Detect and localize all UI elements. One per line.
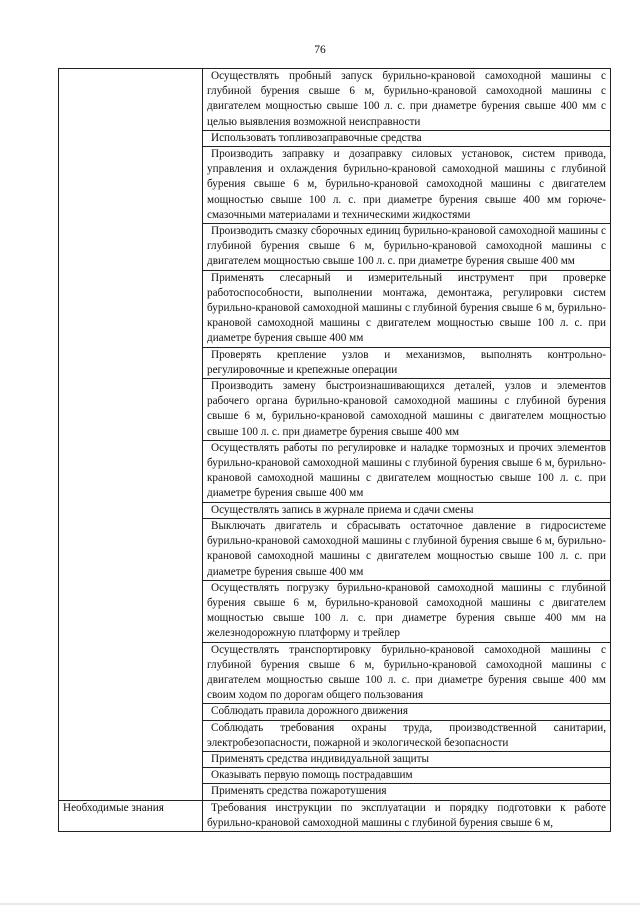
row-text: Требования инструкции по эксплуатации и порядку подготовки к работе бурильно-крановой самоходной машины с глубиной бурения свыше 6 м, [203, 800, 611, 831]
row-text: Применять слесарный и измерительный инструмент при проверке работоспособности, выполнении монтажа, демонтажа, регулировки систем бурильно-крановой самоходной машины с глубиной бурения свыше 6 м, бурильно-крановой самоходной машины с двигателем мощностью свыше 100 л. с. при диаметре бурения свыше 400 мм [203, 270, 611, 347]
row-text: Проверять крепление узлов и механизмов, выполнять контрольно-регулировочные и крепежные операции [203, 347, 611, 378]
table-row [59, 69, 611, 131]
row-text: Осуществлять погрузку бурильно-крановой самоходной машины с глубиной бурения свыше 6 м, бурильно-крановой самоходной машины с двигателем мощностью свыше 100 л. с. при диаметре бурения свыше 400 мм на железнодорожную платформу и трейлер [203, 580, 611, 642]
row-text: Применять средства индивидуальной защиты [203, 751, 611, 767]
row-text: Осуществлять работы по регулировке и наладке тормозных и прочих элементов бурильно-крановой самоходной машины с глубиной бурения свыше 6 м, бурильно-крановой самоходной машины с двигателем мощностью свыше 100 л. с. при диаметре бурения свыше 400 мм [203, 440, 611, 502]
row-text: Осуществлять запись в журнале приема и сдачи смены [203, 502, 611, 518]
row-text: Выключать двигатель и сбрасывать остаточное давление в гидросистеме бурильно-крановой самоходной машины с глубиной бурения свыше 6 м, бурильно-крановой самоходной машины с двигателем мощностью свыше 100 л. с. при диаметре бурения свыше 400 мм [203, 518, 611, 580]
row-text: Производить смазку сборочных единиц бурильно-крановой самоходной машины с глубиной бурения свыше 6 м, бурильно-крановой самоходной машины с двигателем мощностью свыше 100 л. с. при диаметре бурения свыше 400 мм [203, 224, 611, 271]
page-number: 76 [314, 44, 326, 56]
row-text: Осуществлять пробный запуск бурильно-крановой самоходной машины с глубиной бурения свыше 6 м, бурильно-крановой самоходной машины с двигателем мощностью свыше 100 л. с. при диаметре бурения свыше 400 мм с целью выявления возможной неисправности [203, 69, 611, 131]
row-text: Использовать топливозаправочные средства [203, 130, 611, 146]
table-row [59, 800, 611, 831]
row-text: Соблюдать правила дорожного движения [203, 704, 611, 720]
row-text: Производить заправку и дозаправку силовых установок, систем привода, управления и охлаждения бурильно-крановой самоходной машины с глубиной бурения свыше 6 м, бурильно-крановой самоходной машины с двигателем мощностью свыше 100 л. с. при диаметре бурения свыше 400 мм горюче-смазочными материалами и техническими жидкостями [203, 147, 611, 224]
row-text: Оказывать первую помощь пострадавшим [203, 768, 611, 784]
row-text: Производить замену быстроизнашивающихся деталей, узлов и элементов рабочего органа бурильно-крановой самоходной машины с глубиной бурения свыше 6 м, бурильно-крановой самоходной машины с двигателем мощностью свыше 100 л. с. при диаметре бурения свыше 400 мм [203, 379, 611, 441]
row-label [59, 69, 203, 801]
row-text: Применять средства пожаротушения [203, 784, 611, 800]
row-label: Необходимые знания [59, 800, 203, 831]
row-text: Соблюдать требования охраны труда, производственной санитарии, электробезопасности, пожарной и экологической безопасности [203, 720, 611, 751]
requirements-table [58, 68, 611, 832]
row-text: Осуществлять транспортировку бурильно-крановой самоходной машины с глубиной бурения свыше 6 м, бурильно-крановой самоходной машины с двигателем мощностью свыше 100 л. с. при диаметре бурения свыше 400 мм своим ходом по дорогам общего пользования [203, 642, 611, 704]
requirements-table-body [59, 69, 611, 832]
